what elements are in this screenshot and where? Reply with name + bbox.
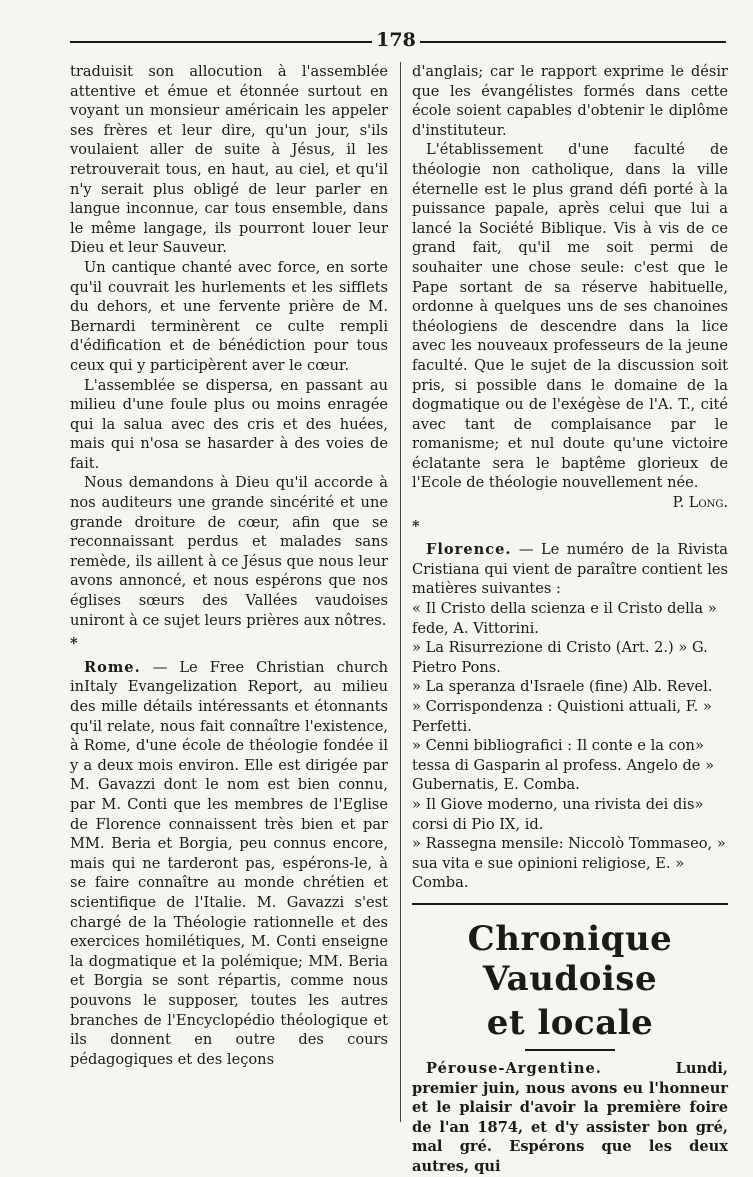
list-item: » La Risurrezione di Cristo (Art. 2.) » G. Pietro Pons. [412,639,708,676]
place-heading: Pérouse-Argentine. [426,1059,602,1077]
contents-list [412,599,728,893]
paragraph: Un cantique chanté avec force, en sorte qu'il couvrait les hurlements et les sifflets du dehors, et une fervente prière de M. Bernardi terminèrent ce culte rempli d'édification et de bénédiction pour tous ceux qui y participèrent aver le cœur. [70,258,388,374]
chronique-title-line1: Chronique Vaudoise [467,918,673,999]
page-header [70,28,726,52]
chronique-rule [525,1049,615,1051]
list-item: » La speranza d'Israele (fine) Alb. Revel. [412,678,713,696]
section-separator: * [412,517,420,535]
paragraph-text: — Le Free Christian church inItaly Evangelization Report, au milieu des mille détails intéressants et étonnants qu'il relate, nous fait connaître l'existence, à Rome, d'une école de théologie fondée il y a deux mois environ. Elle est dirigée par M. Gavazzi dont le nom est bien connu, par M. Conti que les membres de l'Eglise de Florence connaissent très bien et par MM. Beria et Borgia, peu connus encore, mais qui ne tarderont pas, espérons-le, à se faire connaître au monde chrétien et scientifique de l'Italie. M. Gavazzi s'est chargé de la Théologie rationnelle et des exercices homilétiques, M. Conti enseigne la dogmatique et la polémique; MM. Beria et Borgia se sont répartis, comme nous pouvons le supposer, toutes les autres branches de l'Encyclopédio théologique et ils donnent en outre des cours pédagogiques et des leçons [70,658,388,1068]
list-item: » Cenni bibliografici : Il conte e la con» tessa di Gasparin al profess. Angelo de » Gubernatis, E. Comba. [412,737,715,794]
paragraph-text: Lundi, premier juin, nous avons eu l'honneur et le plaisir d'avoir la première foire de l'an 1874, et d'y assister bon gré, mal gré. Espérons que les deux autres, qui [412,1059,728,1175]
left-column [70,62,388,1069]
column-divider [400,62,401,1122]
chronique-section [412,903,728,1177]
signature: P. Long. [672,494,728,512]
paragraph: d'anglais; car le rapport exprime le désir que les évangélistes formés dans cette école soient capables d'obtenir le diplôme d'instituteur. [412,63,728,139]
header-rule-left [70,41,372,43]
paragraph-florence [412,540,728,599]
right-column [412,62,728,1177]
paragraph-perouse [412,1059,728,1177]
list-item: » Il Giove moderno, una rivista dei dis» corsi di Pio IX, id. [412,795,704,833]
paragraph: L'établissement d'une faculté de théologie non catholique, dans la ville éternelle est le plus grand défi porté à la puissance papale, après celui que lui a lancé la Société Biblique. Vis à vis de ce grand fait, qu'il me soit permi de souhaiter une chose seule: c'est que le Pape sortant de sa réserve habituelle, ordonne à quelques uns de ses chanoines théologiens de descendre dans la lice avec les nouveaux professeurs de la jeune faculté. Que le sujet de la discussion soit pris, si possible dans le domaine de la dogmatique ou de l'exégèse de l'A. T., cité avec tant de complaisance par le romanisme; et nul doute qu'une victoire éclatante sera le baptême glorieux de l'Ecole de théologie nouvellement née. [412,141,728,492]
paragraph-rome [70,658,388,1069]
place-heading: Rome. [84,658,141,676]
place-heading: Florence. [426,541,512,559]
paragraph: traduisit son allocution à l'assemblée attentive et émue et étonnée surtout en voyant un monsieur américain les appeler ses frères et leur dire, qu'un jour, s'ils voulaient aller de suite à Jésus, il les retrouverait tous, en haut, au ciel, et qu'il n'y serait plus obligé de leur parler en langue inconnue, car tous ensemble, dans le même langage, ils pourront louer leur Dieu et leur Sauveur. [70,63,388,257]
list-item: « Il Cristo della scienza e il Cristo della » fede, A. Vittorini. [412,600,717,637]
paragraph: L'assemblée se dispersa, en passant au milieu d'une foule plus ou moins enragée qui la salua avec des cris et des huées, mais qui n'osa se hasarder à des voies de fait. [70,376,388,472]
chronique-title-line2: et locale [486,1002,654,1043]
header-rule-right [420,41,726,43]
list-item: » Corrispondenza : Quistioni attuali, F. » Perfetti. [412,698,712,735]
paragraph: Nous demandons à Dieu qu'il accorde à nos auditeurs une grande sincérité et une grande droiture de cœur, afin que se reconnaissant perdus et malades sans remède, ils aillent à ce Jésus que nous leur avons annoncé, et nous espérons que nos églises sœurs des Vallées vaudoises uniront à ce sujet leurs prières aux nôtres. [70,474,388,629]
section-separator: * [70,635,78,653]
page-number: 178 [376,29,416,51]
paragraph-text: — Le numéro de la Rivista Cristiana qui vient de paraître contient les matières suivantes : [412,541,728,598]
list-item: » Rassegna mensile: Niccolò Tommaseo, » sua vita e sue opinioni religiose, E. » Comba. [412,835,726,892]
